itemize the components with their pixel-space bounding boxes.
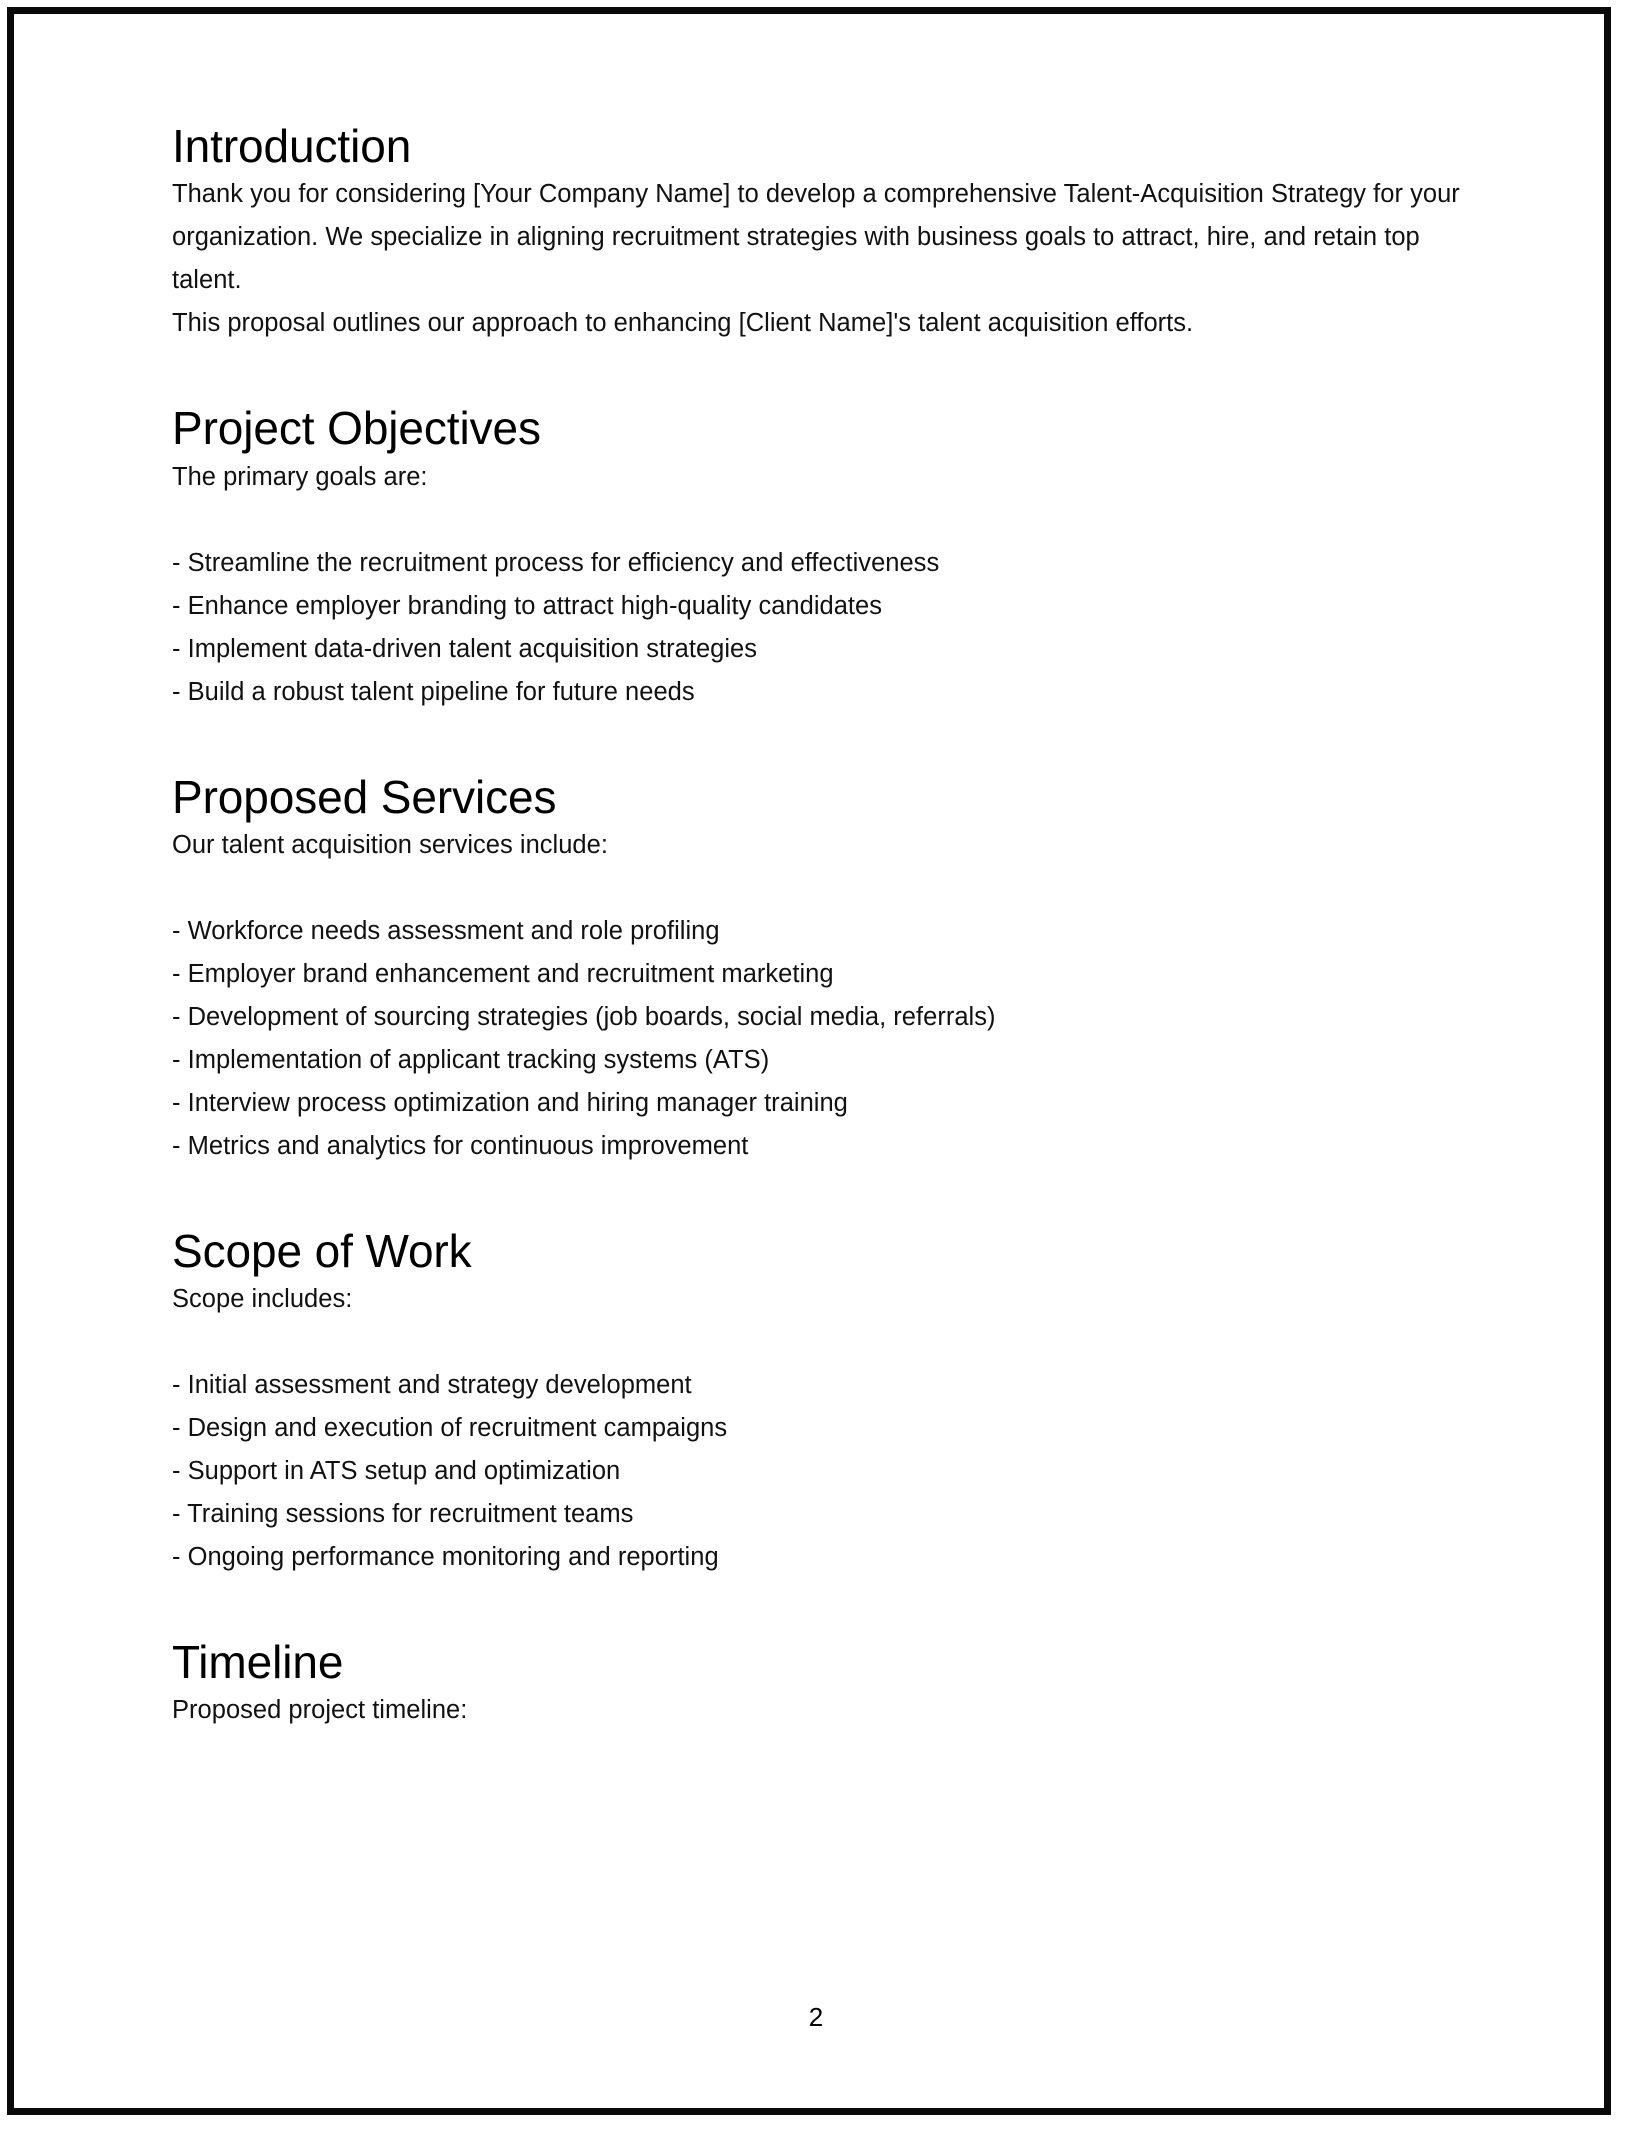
list-scope-of-work xyxy=(172,1364,1472,1579)
paragraph-scope-of-work-intro: Scope includes: xyxy=(172,1285,353,1314)
list-item: - Interview process optimization and hiring manager training xyxy=(172,1088,848,1117)
paragraph-proposed-services-intro: Our talent acquisition services include: xyxy=(172,830,608,859)
list-item: - Initial assessment and strategy development xyxy=(172,1371,692,1400)
list-item: - Streamline the recruitment process for efficiency and effectiveness xyxy=(172,548,940,577)
paragraph-introduction-1: Thank you for considering [Your Company Name] to develop a comprehensive Talent-Acquisition Strategy for your organization. We specialize in aligning recruitment strategies with business goals to attract, hire, and retain top talent. xyxy=(172,180,1460,295)
document-page xyxy=(7,7,1611,2115)
list-item: - Implement data-driven talent acquisition strategies xyxy=(172,634,758,663)
list-item: - Ongoing performance monitoring and reporting xyxy=(172,1543,719,1572)
document-body xyxy=(172,119,1472,1732)
section-heading-project-objectives: Project Objectives xyxy=(172,402,541,455)
section-proposed-services xyxy=(172,770,1472,1168)
section-heading-timeline: Timeline xyxy=(172,1636,344,1689)
section-heading-scope-of-work: Scope of Work xyxy=(172,1224,472,1277)
section-timeline xyxy=(172,1635,1472,1732)
section-introduction xyxy=(172,119,1472,345)
heading-block-proposed-services xyxy=(172,770,1472,824)
section-project-objectives xyxy=(172,401,1472,713)
list-item: - Enhance employer branding to attract high-quality candidates xyxy=(172,591,882,620)
list-item: - Support in ATS setup and optimization xyxy=(172,1457,621,1486)
heading-block-scope-of-work xyxy=(172,1224,1472,1278)
list-item: - Training sessions for recruitment teams xyxy=(172,1500,634,1529)
list-item: - Implementation of applicant tracking systems (ATS) xyxy=(172,1045,770,1074)
list-item: - Build a robust talent pipeline for future needs xyxy=(172,677,695,706)
list-project-objectives xyxy=(172,542,1472,714)
paragraph-introduction-2: This proposal outlines our approach to enhancing [Client Name]'s talent acquisition efforts. xyxy=(172,309,1194,338)
list-item: - Workforce needs assessment and role profiling xyxy=(172,916,720,945)
list-item: - Design and execution of recruitment campaigns xyxy=(172,1414,728,1443)
section-heading-proposed-services: Proposed Services xyxy=(172,770,557,823)
heading-block-introduction xyxy=(172,119,1472,173)
list-item: - Metrics and analytics for continuous improvement xyxy=(172,1131,749,1160)
heading-block-timeline xyxy=(172,1635,1472,1689)
list-item: - Development of sourcing strategies (job boards, social media, referrals) xyxy=(172,1002,996,1031)
paragraph-timeline-intro: Proposed project timeline: xyxy=(172,1696,468,1725)
heading-block-project-objectives xyxy=(172,401,1472,455)
page-title-introduction: Introduction xyxy=(172,120,412,172)
list-proposed-services xyxy=(172,910,1472,1168)
page-number: 2 xyxy=(808,2002,824,2032)
list-item: - Employer brand enhancement and recruitment marketing xyxy=(172,959,834,988)
paragraph-project-objectives-intro: The primary goals are: xyxy=(172,462,428,491)
section-scope-of-work xyxy=(172,1224,1472,1579)
